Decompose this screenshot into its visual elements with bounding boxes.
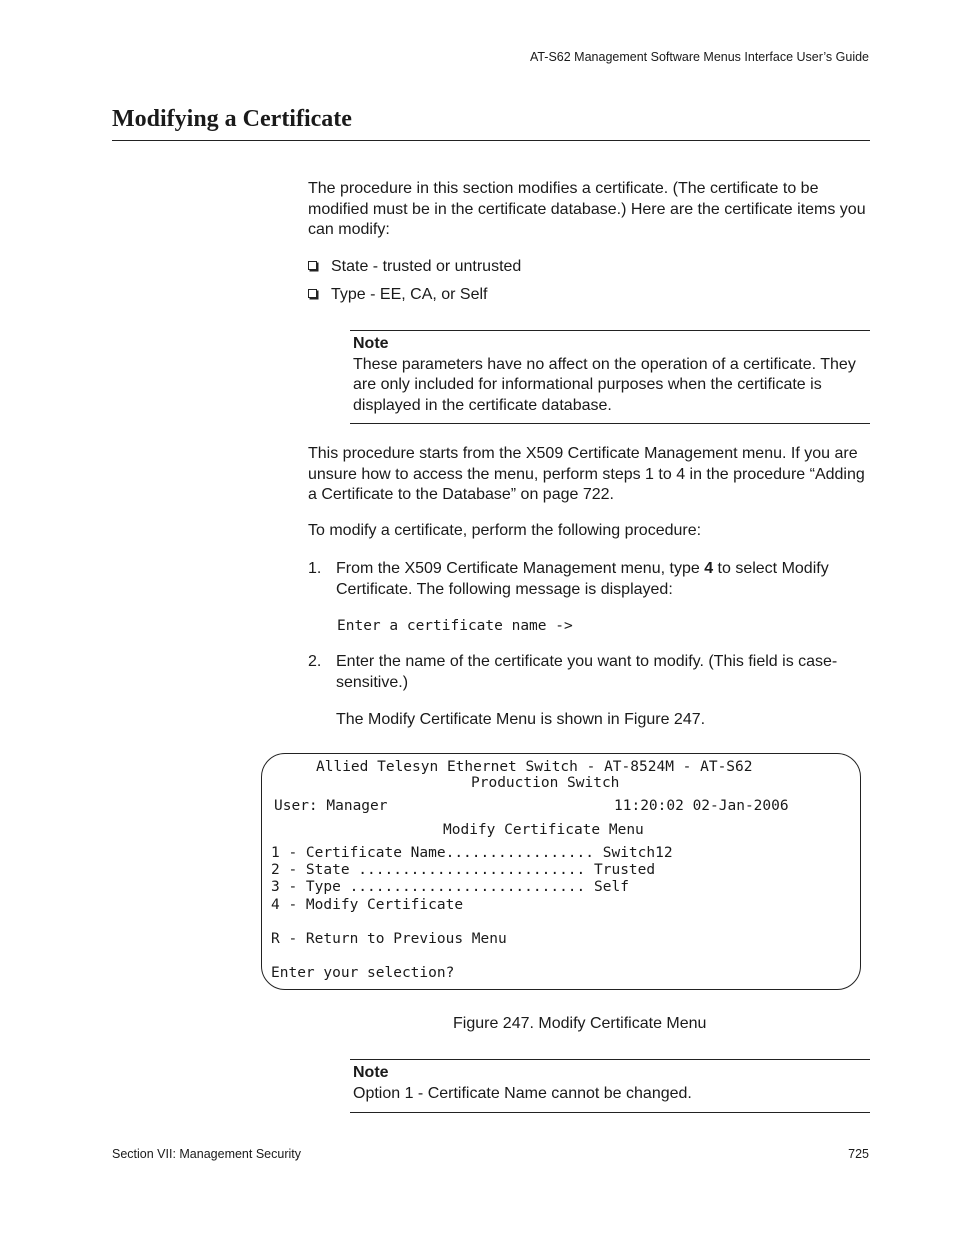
- menu-item: 1 - Certificate Name................. Switch12: [271, 845, 673, 861]
- terminal-user: User: Manager: [274, 798, 388, 814]
- terminal-screen: [261, 753, 861, 990]
- note-title: Note: [353, 1064, 389, 1081]
- step-text: From the X509 Certificate Management menu, type 4 to select Modify Certificate. The following message is displayed:: [336, 560, 829, 598]
- terminal-menu-title: Modify Certificate Menu: [443, 822, 644, 838]
- list-item: Type - EE, CA, or Self: [308, 285, 488, 305]
- intro-paragraph: The procedure in this section modifies a certificate. (The certificate to be modified must be in the certificate database.) Here are the certificate items you can modify:: [308, 180, 866, 238]
- title-rule: [112, 140, 870, 141]
- code-line: Enter a certificate name ->: [337, 618, 573, 634]
- step-text: Enter the name of the certificate you want to modify. (This field is case-sensitive.): [336, 653, 838, 691]
- terminal-prompt: Enter your selection?: [271, 965, 455, 981]
- page-number: 725: [848, 1147, 869, 1161]
- terminal-subtitle: Production Switch: [471, 775, 620, 791]
- note-title: Note: [353, 335, 389, 352]
- step-followup: The Modify Certificate Menu is shown in Figure 247.: [336, 711, 706, 728]
- note-text: These parameters have no affect on the operation of a certificate. They are only included for informational purposes when the certificate is displayed in the certificate database.: [353, 355, 856, 414]
- terminal-title: Allied Telesyn Ethernet Switch - AT-8524M - AT-S62: [316, 759, 753, 775]
- note-text: Option 1 - Certificate Name cannot be changed.: [353, 1084, 692, 1102]
- checkbox-bullet-icon: [308, 261, 317, 270]
- footer-section: Section VII: Management Security: [112, 1147, 301, 1161]
- note-box: [350, 1059, 870, 1113]
- step-number: 1.: [308, 560, 322, 577]
- running-header: AT-S62 Management Software Menus Interface User’s Guide: [529, 50, 869, 64]
- figure-caption: Figure 247. Modify Certificate Menu: [453, 1015, 707, 1032]
- menu-item: 2 - State .......................... Trusted: [271, 862, 656, 878]
- terminal-datetime: 11:20:02 02-Jan-2006: [614, 798, 789, 814]
- menu-item: 4 - Modify Certificate: [271, 897, 464, 913]
- note-box: [350, 330, 870, 424]
- menu-item-return: R - Return to Previous Menu: [271, 931, 507, 947]
- step-number: 2.: [308, 653, 322, 670]
- procedure-intro-paragraph: This procedure starts from the X509 Certificate Management menu. If you are unsure how to access the menu, perform steps 1 to 4 in the procedure “Adding a Certificate to the Database” on page 722.: [308, 445, 865, 503]
- key-label: 4: [704, 560, 714, 577]
- checkbox-bullet-icon: [308, 289, 317, 298]
- list-item: State - trusted or untrusted: [308, 257, 521, 277]
- section-title: Modifying a Certificate: [112, 106, 352, 132]
- menu-item: 3 - Type ........................... Self: [271, 879, 629, 895]
- procedure-lead-paragraph: To modify a certificate, perform the following procedure:: [308, 522, 702, 539]
